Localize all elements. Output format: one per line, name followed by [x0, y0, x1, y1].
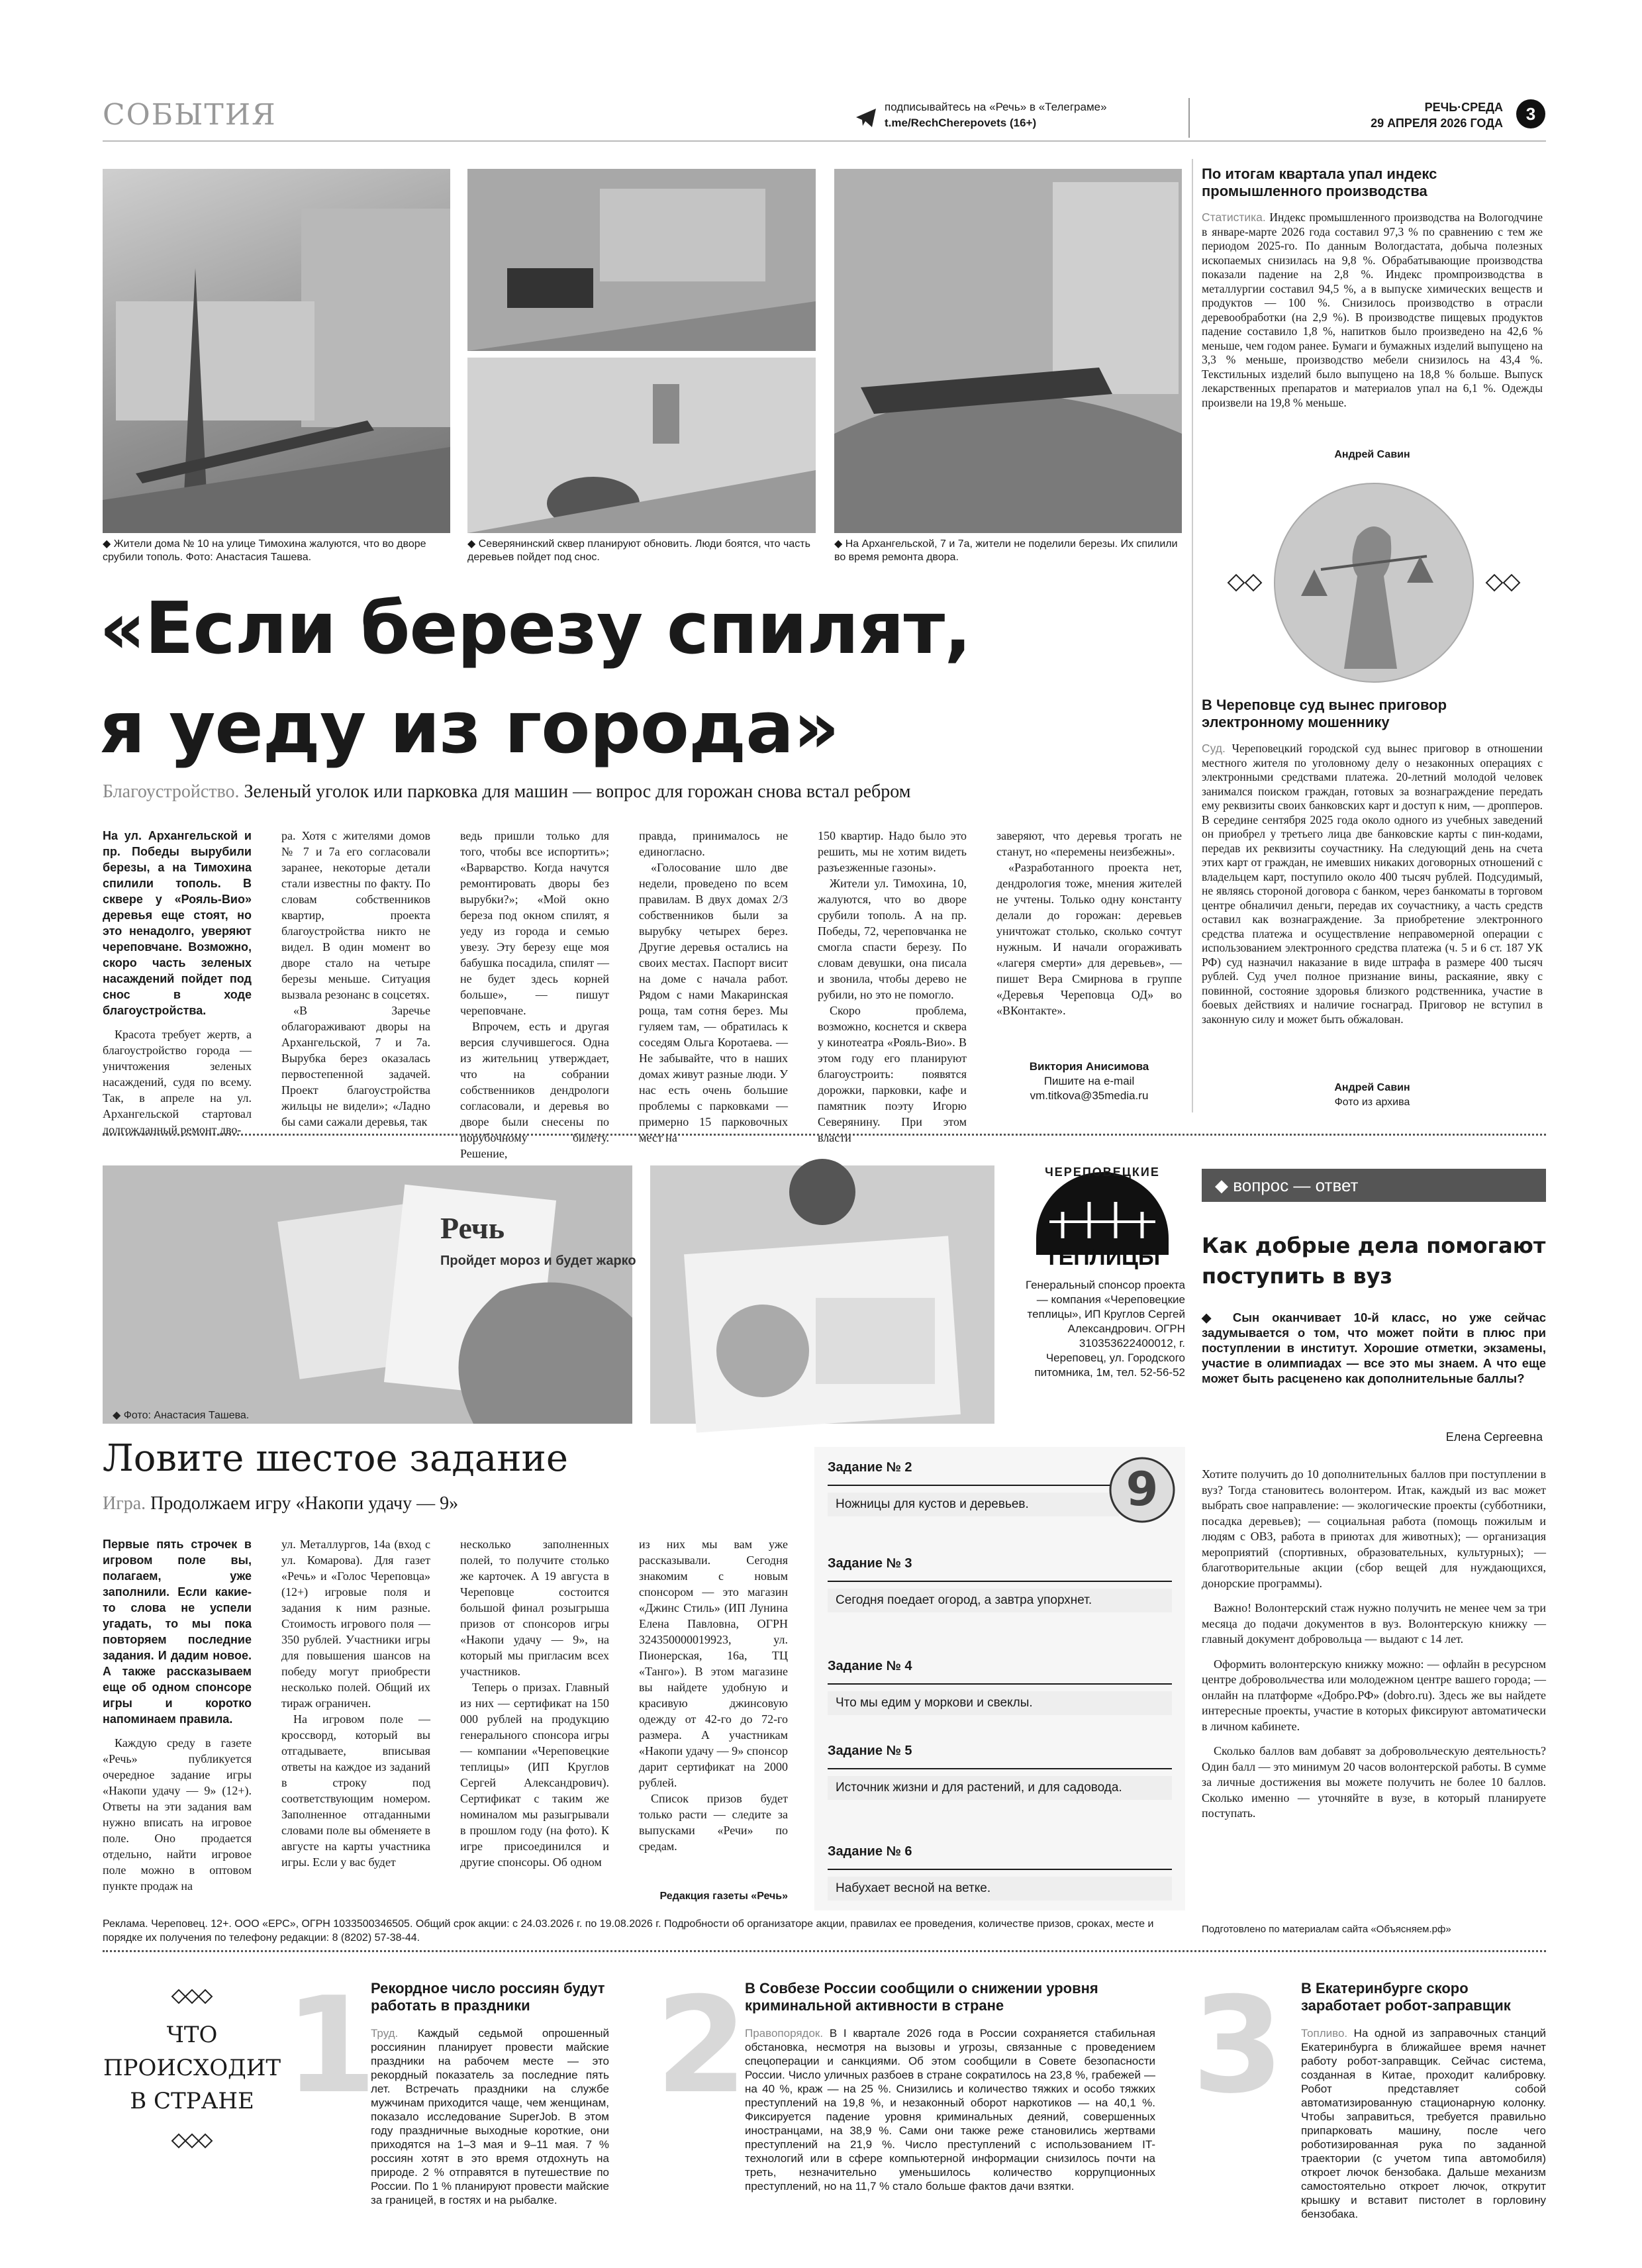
- country-ornament-top: [159, 1987, 225, 2006]
- sponsor-logo-text-2: ТЕПЛИЦЫ: [1044, 1245, 1161, 1270]
- task-6: Задание № 6 Набухает весной на ветке.: [828, 1844, 1172, 1900]
- main-col-3: ведь пришли только для того, чтобы все испортить»; «Варварство. Когда начутся ремонтировать дворы без вырубки?»; «Мой окно береза под окном спилят, я уеду из города и семью увезу. Эту березу еще моя бабушка посадила, спилят — не будет здесь корней больше», — пишут череповчане. Впрочем, есть и другая версия случившегося. Одна из жительниц утверждает, что на собрании собственников дендрологи согласовали, и деревья во дворе были снесены по порубочному билету. Решение,: [460, 829, 609, 1160]
- sidebar1-title: По итогам квартала упал индекс промышленного производства: [1202, 166, 1437, 199]
- main-subhead: Благоустройство. Зеленый уголок или парковка для машин — вопрос для горожан снова встал ребром: [103, 781, 911, 802]
- task-5: Задание № 5 Источник жизни и для растений, и для садовода.: [828, 1744, 1172, 1800]
- news-number-2: 2: [655, 1969, 748, 2123]
- qa-tag: ◆ вопрос — ответ: [1202, 1169, 1546, 1202]
- diamond-ornament-left: [1228, 575, 1261, 591]
- answer-line: [828, 1759, 1172, 1769]
- header-rule: [103, 140, 1546, 142]
- news-text-3: Топливо. На одной из заправочных станций Екатеринбурга в ближайшее время начнет работу робот-заправщик. Сейчас система, созданная в Китае, проходит калибровку. Робот представляет собой автоматизированную стационарную колонку. Чтобы заправиться, требуется правильно припарковать машину, после чего роботизированная рука по заданной траектории (с учетом типа автомобиля) откроет лючок бензобака. Дальше механизм самостоятельно откроет лючок, открутит крышку и вставит пистолет в горловину бензобака.: [1301, 2027, 1546, 2220]
- subscribe-text: подписывайтесь на «Речь» в «Телеграме»: [885, 101, 1107, 113]
- section-divider-1: [103, 1134, 1546, 1136]
- answer-line: [828, 1571, 1172, 1582]
- photo-topol: [103, 169, 450, 533]
- paper-name: РЕЧЬ·СРЕДА: [1424, 101, 1503, 114]
- game-col-4: из них мы вам уже рассказывали. Сегодня знакомим с новым спонсором — это магазин «Джинс Стиль» (ИП Лунина Елена Павловна, ОГРН 324350000019923, ул. Пионерская, 16а, ТЦ «Танго»). В этом магазине вы найдете удобную и красивую джинсовую одежду от 42-го до 72-го размера. А участникам «Накопи удачу — 9» спонсор дарит сертификат на 2000 рублей. Список призов будет только расти — следите за выпусками «Речи» по средам.: [639, 1538, 788, 1853]
- telegram-link[interactable]: t.me/RechCherepovets (16+): [885, 117, 1037, 129]
- photo-berezy: [834, 169, 1182, 533]
- news-number-3: 3: [1192, 1969, 1284, 2123]
- answer-line: [828, 1859, 1172, 1870]
- main-col-2: ра. Хотя с жителями домов № 7 и 7а его согласовали заранее, некоторые детали стали известны по факту. По словам собственников квартир, проекта благоустройства никто не видел. В один момент во дворе стало на четыре березы меньше. Ситуация вызвала резонанс в соцсетях. «В Заречье облагораживают дворы на Архангельской, 7 и 7а. Вырубка берез оказалась первостепенной задачей. Проект благоустройства жильцы не видели»; «Ладно бы сами сажали деревья, так: [281, 829, 430, 1128]
- game-col-3: несколько заполненных полей, то получите столько же карточек. А 19 августа в Череповце состоится большой финал розыгрыша призов от спонсоров игры «Накопи удачу — 9», на который мы пригласим всех участников. Теперь о призах. Главный из них — сертификат на 150 000 рублей на продукцию генерального спонсора игры — компании «Череповецкие теплицы» (ИП Круглов Сергей Александрович). Сертификат с таким же номиналом мы разыгрывали в прошлом году (на фото). К игре присоединился и другие спонсоры. Об одном: [460, 1538, 609, 1869]
- telegram-icon[interactable]: [854, 106, 878, 130]
- qa-answer: Хотите получить до 10 дополнительных баллов при поступлении в вуз? Тогда становитесь волонтером. Итак, каждый из вас может выбрать свое направление: — экологические проекты (субботники, посадка деревьев); — социальная работа (помощь пожилым и людям с ОВЗ, работа в приютах для животных); — организация мероприятий (спортивных, образовательных, культурных); — благотворительные акции (сбор вещей для нуждающихся, донорские программы). Важно! Волонтерский стаж нужно получить не менее чем за три месяца до подачи документов в вуз. Волонтерскую книжку — главный документ добровольца — выдают с 14 лет. Оформить волонтерскую книжку можно: — офлайн в ресурсном центре добровольчества или молодежном центре вашего города; — онлайн на платформе «Добро.РФ» (dobro.ru). Здесь же вы найдете интересные проекты, участие в которых фиксируют автоматически в личном кабинете. Сколько баллов вам добавят за добровольческую деятельность? Один балл — это минимум 20 часов волонтерской работы. В сумме за личные достижения вы можете получить не более 10 баллов. Сколько именно — уточняйте в вузе, в который планируете поступать.: [1202, 1467, 1546, 1820]
- task-3: Задание № 3 Сегодня поедает огород, а завтра упорхнет.: [828, 1556, 1172, 1612]
- photo-sквер-bench: [467, 169, 816, 351]
- game-col-1: Первые пять строчек в игровом поле вы, полагаем, уже заполнили. Если какие-то слова не успели угадать, то мы пока повторяем последние задания. И дадим новое. А также рассказываем еще об одном спонсоре игры и коротко напоминаем правила. Каждую среду в газете «Речь» публикуется очередное задание игры «Накопи удачу — 9» (12+). Ответы на эти задания вам нужно вписать на игровое поле. Оно продается отдельно, найти игровое поле можно в оптовом пункте продаж на: [103, 1538, 252, 1893]
- diamond-ornament-right: [1486, 575, 1520, 591]
- sponsor-text: Генеральный спонсор проекта — компания «Череповецкие теплицы», ИП Круглов Сергей Александрович. ОГРН 310353622400012, г. Череповец, ул. Городского питомника, 1м, тел. 52-56-52: [1026, 1279, 1185, 1379]
- task-4: Задание № 4 Что мы едим у моркови и свеклы.: [828, 1659, 1172, 1715]
- qa-source: Подготовлено по материалам сайта «Объясняем.рф»: [1202, 1924, 1451, 1935]
- country-title: ЧТО ПРОИСХОДИТ В СТРАНЕ: [103, 2022, 281, 2114]
- main-col-4: правда, принималось не единогласно. «Голосование шло две недели, проведено по всем правилам. В двух домах 2/3 собственников были за вырубку четырех берез. Другие деревья остались на своих местах. Паспорт висит на доме с начала работ. Рядом с нами Макаринская роща, там сотня берез. Мы гуляем там, — обратилась к соседям Ольга Коротаева. — Не забывайте, что в наших домах живут разные люди. У нас есть очень большие проблемы с парковками — примерно 15 парковочных мест на: [639, 829, 788, 1144]
- bullet-icon: ◆: [103, 538, 114, 550]
- page-number: 3: [1516, 99, 1545, 128]
- bullet-icon: ◆: [834, 538, 845, 550]
- diamond-icon: ◆: [1215, 1175, 1233, 1195]
- issue-date: 29 АПРЕЛЯ 2026 ГОДА: [1371, 117, 1503, 130]
- newspaper-subtitle: Пройдет мороз и будет жарко: [440, 1254, 636, 1268]
- news-text-2: Правопорядок. В I квартале 2026 года в России сохраняется стабильная обстановка, несмотря на вызовы и угрозы, связанные с проведением спецоперации и санкциями. Об этом сообщили в Совете безопасности России. Число уличных разбоев в стране сократилось на 23,8 %, грабежей — на 40 %, краж — на 25 %. Снизились и количество тяжких и особо тяжких преступлений на 19,8 %, и незаконный оборот наркотиков — на 40,1 %. Фиксируется падение уровня криминальных деяний, совершенных иностранцами, на 38,9 %. Сами они также реже становились жертвами преступлений на 21,9 %. Число преступлений с использованием IT-технологий или в сфере компьютерной информации снизилось почти на треть, незначительно уменьшилось количество коррупционных преступлений, но на 11,7 % стало больше фактов дачи взятки.: [745, 2027, 1155, 2193]
- country-ornament-bottom: [159, 2131, 225, 2151]
- photo-caption-3: ◆ На Архангельской, 7 и 7а, жители не поделили березы. Их спилили во время ремонта двора.: [834, 538, 1178, 563]
- main-col-5: 150 квартир. Надо было это решить, мы не хотим видеть разъезженные газоны». Жители ул. Тимохина, 10, жалуются, что во дворе срубили тополь. А на пр. Победы, 72, череповчанка не смогла спасти березу. По словам девушки, она писала и звонила, чтобы дерево не рубили, но это не помогло. Скоро проблема, возможно, коснется и сквера у кинотеатра «Рояль-Вио». В этом году его планируют благоустроить: появятся дорожки, парковки, кафе и памятник поэту Игорю Северянину. При этом власти: [818, 829, 967, 1144]
- tasks-box: [814, 1447, 1185, 1910]
- news-number-1: 1: [285, 1969, 377, 2123]
- news-title-3: В Екатеринбурге скоро заработает робот-заправщик: [1301, 1980, 1511, 2014]
- answer-line: [828, 1475, 1119, 1486]
- task-2: Задание № 2 Ножницы для кустов и деревьев.: [828, 1460, 1119, 1516]
- news-text-1: Труд. Каждый седьмой опрошенный россиянин планирует провести майские праздники на рабочем месте — это рекордный показатель за последние пять лет. Встречать праздники на службе мужчинам приходится чаще, чем женщинам, показало исследование SuperJob. В этом году праздничные выходные короткие, они приходятся на 1–3 мая и 9–11 мая. 7 % россиян хотят в это время отдохнуть на природе. 2 % отправятся в путешествие по России. По 1 % планируют провести майские за границей, в гостях и на рыбалке.: [371, 2027, 609, 2206]
- sidebar2-title: В Череповце суд вынес приговор электронному мошеннику: [1202, 697, 1447, 730]
- newspaper-title: Речь: [440, 1211, 505, 1245]
- bullet-icon: ◆: [1202, 1310, 1233, 1324]
- news-title-2: В Совбезе России сообщили о снижении уровня криминальной активности в стране: [745, 1980, 1098, 2014]
- section-divider-2: [103, 1950, 1546, 1952]
- bullet-icon: ◆: [467, 538, 479, 550]
- answer-line: [828, 1674, 1172, 1685]
- game-mascot-icon: [1106, 1454, 1179, 1526]
- game-col-2: ул. Металлургов, 14а (вход с ул. Комарова). Для газет «Речь» и «Голос Череповца» (12+) игровые поля и задания к ним разные. Стоимость игрового поля — 350 рублей. Участники игры для повышения шансов на победу могут приобрести несколько полей. Общий их тираж ограничен. На игровом поле — кроссворд, который вы отгадываете, вписывая ответы на каждое из заданий в строку под соответствующим номером. Заполненное отгаданными словами поле вы обменяете в августе на карты участника игры. Если у вас будет: [281, 1538, 430, 1869]
- photo-caption-2: ◆ Северянинский сквер планируют обновить. Люди боятся, что часть деревьев пойдет под снос.: [467, 538, 810, 563]
- game-disclaimer: Реклама. Череповец. 12+. ООО «ЕРС», ОГРН 1033500346505. Общий срок акции: с 24.03.2026 г. по 19.08.2026 г. Подробности об организаторе акции, правилах ее проведения, количестве призов, сроках, месте и порядке их получения по телефону редакции: 8 (8202) 57-38-44.: [103, 1918, 1154, 1944]
- sidebar2-text: Суд. Череповецкий городской суд вынес приговор в отношении местного жителя по уголовному делу о незаконных операциях с электронными средствами платежа. 20-летний молодой человек занимался поиском граждан, готовых за вознаграждение передать ему реквизиты своих банковских карт и доступ к ним, — дропперов. В середине сентября 2025 года около одного из учебных заведений он приобрел у третьего лица две банковские карты с пин-кодами, передав их реквизиты соучастнику. На следующий день на счета этих карт от граждан, не имевших никаких договорных отношений с владельцем карт, поступило около 400 тысяч рублей. Подсудимый, не являясь стороной договора с банком, через банкоматы в торговом центре обналичил деньги, передав их соучастнику, а часть средств оставил как вознаграждение. За приобретение электронного средства платежа и осуществление неправомерной операции с использованием электронного средства платежа (ч. 5 и 6 ст. 187 УК РФ) суд назначил наказание в виде штрафа в размере 400 тысяч рублей. Суд учел полное признание вины, раскаяние, явку с повинной, состояние здоровья близкого родственника, участие в боевых действиях и наличие госнаград. Приговор не вступил в законную силу и может быть обжалован.: [1202, 742, 1543, 1026]
- game-subhead: Игра. Продолжаем игру «Накопи удачу — 9»: [103, 1493, 459, 1514]
- game-signature: Редакция газеты «Речь»: [659, 1891, 788, 1902]
- news-title-1: Рекордное число россиян будут работать в праздники: [371, 1980, 605, 2014]
- main-headline: «Если березу спилят, я уеду из города»: [99, 587, 971, 769]
- themis-illustration: [1202, 477, 1546, 689]
- header-divider: [1188, 98, 1190, 138]
- main-col-1: На ул. Архангельской и пр. Победы вырубили березы, а на Тимохина спилили тополь. В сквере у «Рояль-Вио» деревья еще стоят, но это ненадолго, уверяют череповчане. Возможно, скоро часть зеленых насаждений пойдет под снос в ходе благоустройства. Красота требует жертв, а благоустройство города — уничтожения зеленых насаждений, судя по всему. Так, в апреле на ул. Архангельской стартовал долгожданный ремонт дво-: [103, 829, 252, 1136]
- main-author: Виктория Анисимова Пишите на e-mail vm.titkova@35media.ru: [996, 1060, 1182, 1103]
- author-email[interactable]: vm.titkova@35media.ru: [1030, 1089, 1149, 1102]
- sponsor-logo-text-1: ЧЕРЕПОВЕЦКИЕ: [1045, 1165, 1160, 1179]
- sidebar-divider: [1192, 159, 1193, 1112]
- photo-sквер-stump: [467, 358, 816, 533]
- bullet-icon: ◆: [113, 1410, 124, 1421]
- sidebar1-text: Статистика. Индекс промышленного производства на Вологодчине в январе-марте 2026 года составил 97,3 % по сравнению с тем же периодом 2025-го. По данным Вологдастата, добыча полезных ископаемых снизилась на 9,8 %. Обрабатывающие производства показали падение на 2,8 %. Индекс промпроизводства в металлургии составил 94,5 %, а в выпуске химических веществ и продуктов — 100 %. Снизилось производство в отрасли деревообработки (на 2,9 %). В производстве пищевых продуктов падение составило 1,8 %, напитков было произведено на 42,6 % меньше, чем годом ранее. Бумаги и бумажных изделий выпущено на 3,3 % меньше, производство мебели снизилось на 43,4 %. Текстильных изделий было выпущено на 18,8 % больше. Выпуск лекарственных препаратов и материалов упал на 6,1 %. Одежды произвели на 19,8 % меньше.: [1202, 211, 1543, 409]
- photo-caption-1: ◆ Жители дома № 10 на улице Тимохина жалуются, что во дворе срубили тополь. Фото: Анастасия Ташева.: [103, 538, 426, 563]
- qa-question: ◆ Сын оканчивает 10-й класс, но уже сейчас задумывается о том, что может пойти в плюс при поступлении в институт. Хорошие отметки, экзамены, участие в олимпиадах — все это мы знаем. А что еще может быть расценено как дополнительные баллы?: [1202, 1310, 1546, 1385]
- sidebar2-author: Андрей Савин Фото из архива: [1334, 1082, 1410, 1108]
- game-photo-caption: ◆ Фото: Анастасия Ташева.: [113, 1410, 250, 1421]
- qa-asker: Елена Сергеевна: [1445, 1430, 1543, 1444]
- svg-text:9: 9: [1126, 1462, 1159, 1516]
- sidebar1-author: Андрей Савин: [1334, 449, 1410, 460]
- photo-newspaper-game: [103, 1165, 636, 1424]
- game-headline: Ловите шестое задание: [103, 1437, 569, 1480]
- qa-headline: Как добрые дела помогают поступить в вуз: [1202, 1233, 1546, 1289]
- photo-certificate: [650, 1165, 994, 1424]
- section-title: СОБЫТИЯ: [103, 98, 277, 132]
- main-col-6: заверяют, что деревья трогать не станут, но «перемены неизбежны». «Разработанного проекта нет, дендрология тоже, мнения жителей не учтены. Только одну константу делали до горожан: деревьев уничтожат столько, сколько сочтут нужным. И начали огораживать «лагеря смерти» для деревьев», — пишет Вера Смирнова в группе «Деревья Череповца ОД» во «ВКонтакте».: [996, 829, 1182, 1017]
